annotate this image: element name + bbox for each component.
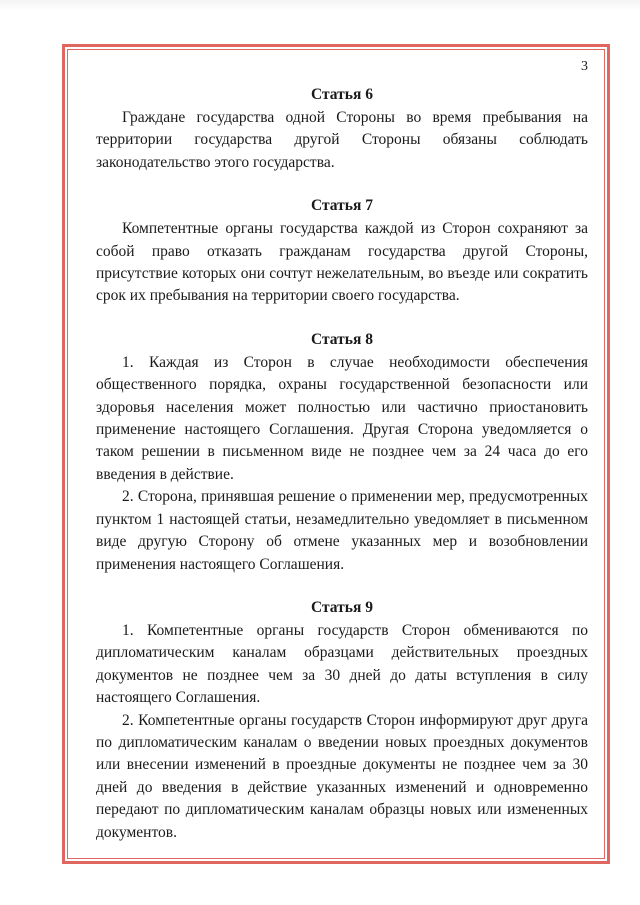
article-6 xyxy=(96,84,588,174)
article-paragraph: 1. Каждая из Сторон в случае необходимости обеспечения общественного порядка, охраны государственной безопасности или здоровья населения может полностью или частично приостановить применение настоящего Соглашения. Другая Сторона уведомляется о таком решении в письменном виде не позднее чем за 24 часа до его введения в действие. xyxy=(96,353,588,483)
article-heading: Статья 9 xyxy=(311,598,373,616)
article-paragraph: 1. Компетентные органы государств Сторон обмениваются по дипломатическим каналам образцами действительных проездных документов не позднее чем за 30 дней до даты вступления в силу настоящего Соглашения. xyxy=(96,621,588,707)
article-paragraph: 2. Компетентные органы государств Сторон информируют друг друга по дипломатическим каналам о введении новых проездных документов или внесении изменений в проездные документы не позднее чем за 30 дней до введения в действие указанных изменений и одновременно передают по дипломатическим каналам образцы новых или измененных документов. xyxy=(96,711,588,841)
page-number: 3 xyxy=(581,59,588,74)
article-paragraph: 2. Сторона, принявшая решение о применении мер, предусмотренных пунктом 1 настоящей статьи, незамедлительно уведомляет в письменном виде другую Сторону об отмене указанных мер и возобновлении применения настоящего Соглашения. xyxy=(96,488,588,573)
article-heading: Статья 7 xyxy=(311,197,373,215)
article-paragraph: Компетентные органы государства каждой из Сторон сохраняют за собой право отказать гражданам государства другой Стороны, присутствие которых они сочтут нежелательным, во въезде или сократить срок их пребывания на территории своего государства. xyxy=(96,220,588,305)
article-8 xyxy=(96,329,588,576)
article-heading: Статья 6 xyxy=(311,86,373,103)
article-paragraph: Граждане государства одной Стороны во время пребывания на территории государства другой Стороны обязаны соблюдать законодательство этого государства. xyxy=(96,109,588,171)
document-body xyxy=(96,58,588,844)
article-9 xyxy=(96,597,588,844)
article-heading: Статья 8 xyxy=(311,330,373,348)
page-top-edge xyxy=(0,0,640,10)
article-7 xyxy=(96,195,588,308)
